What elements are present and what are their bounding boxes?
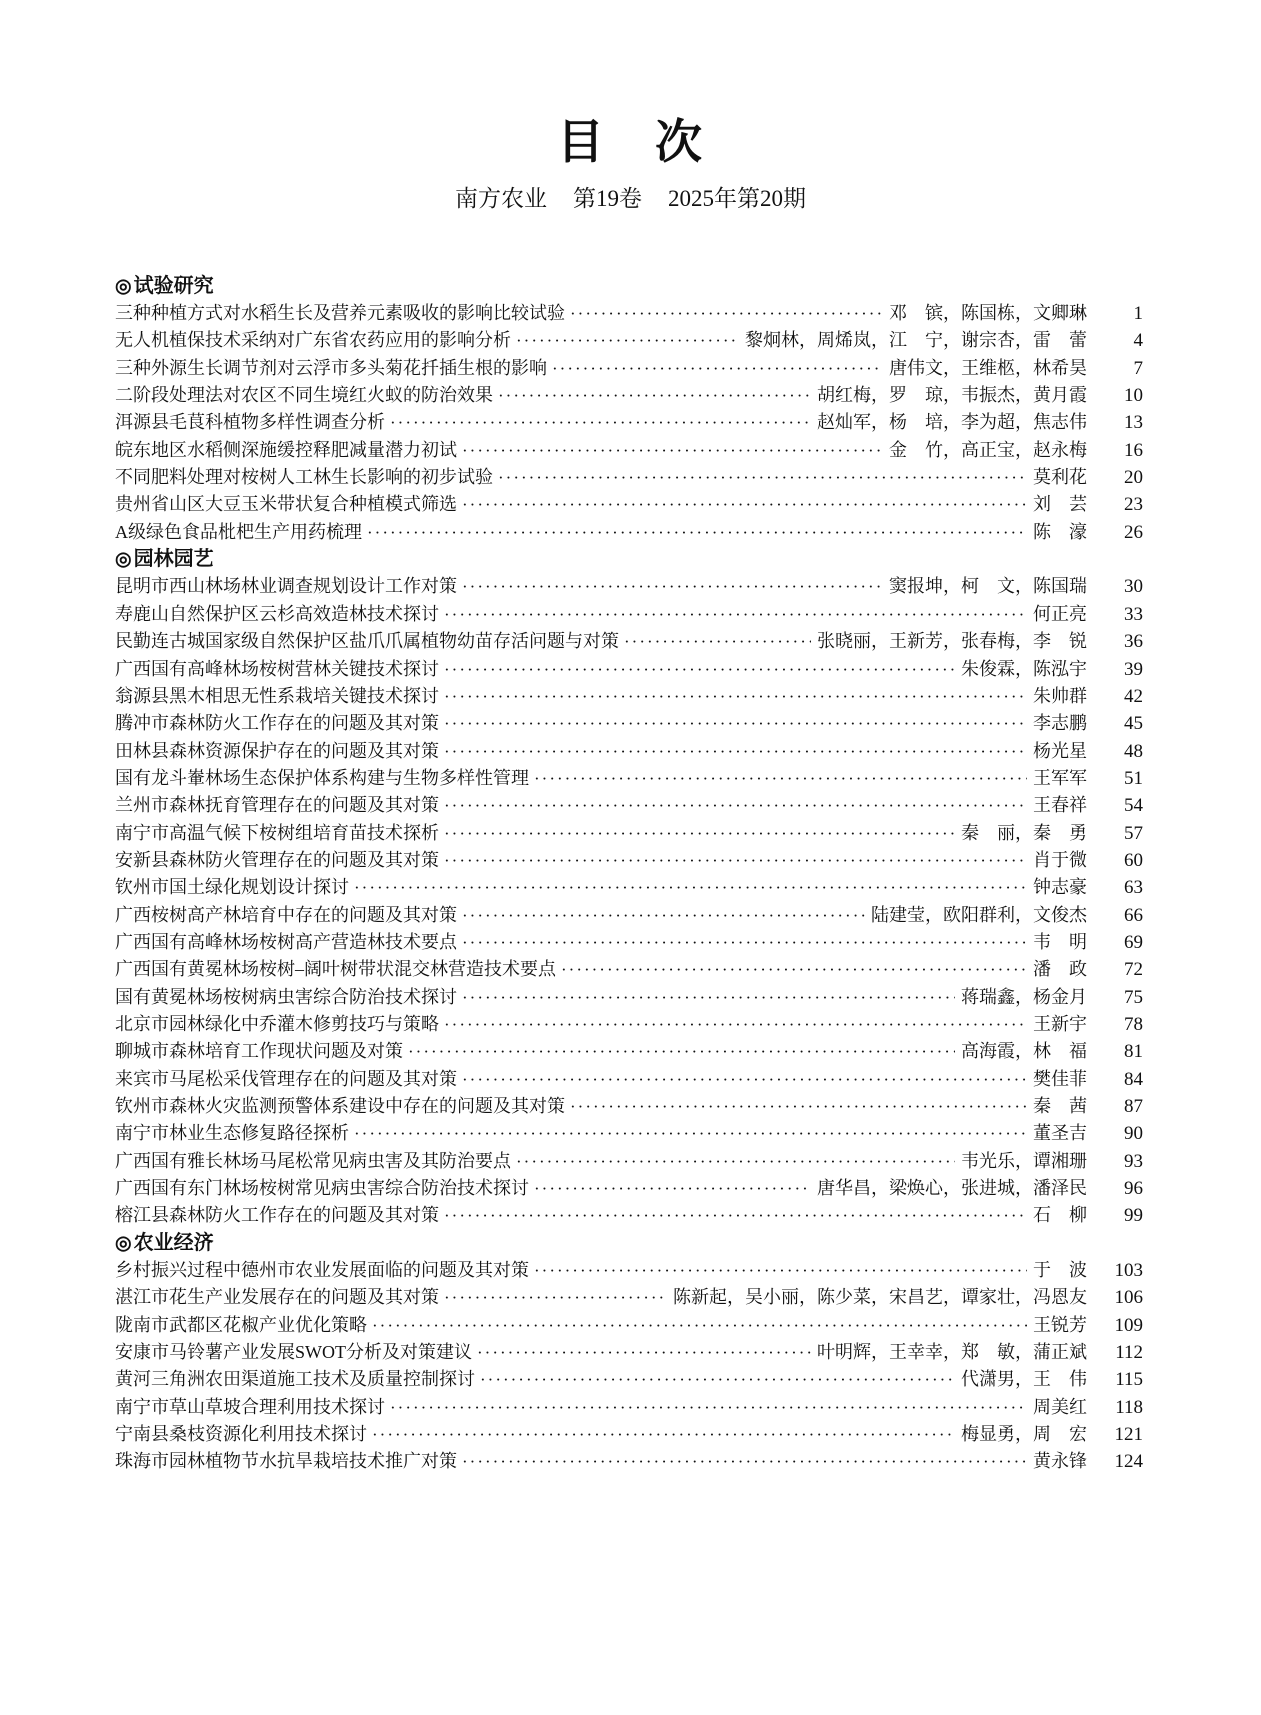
toc-entry xyxy=(115,792,1143,819)
article-title: 兰州市森林抚育管理存在的问题及其对策 xyxy=(115,795,439,816)
page-number: 1 xyxy=(1133,303,1143,325)
article-authors: 王军军 xyxy=(1033,767,1087,788)
article-authors: 邓 镔，陈国栋，文卿琳 xyxy=(889,303,1087,324)
article-authors: 王锐芳 xyxy=(1033,1314,1087,1335)
toc-entry xyxy=(115,1038,1143,1065)
dot-leader xyxy=(570,300,883,328)
page-number: 124 xyxy=(1114,1451,1143,1473)
page-number: 42 xyxy=(1124,685,1143,707)
article-title: 广西国有黄冕林场桉树–阔叶树带状混交林营造技术要点 xyxy=(115,959,556,980)
page-number: 78 xyxy=(1124,1013,1143,1035)
page-number: 72 xyxy=(1124,959,1143,981)
article-authors: 黄永锋 xyxy=(1033,1451,1087,1472)
journal-issue: 2025年第20期 xyxy=(668,185,806,211)
page-number: 75 xyxy=(1124,986,1143,1008)
journal-info xyxy=(0,180,1261,213)
article-authors: 黎炯林，周烯岚，江 宁，谢宗杏，雷 蕾 xyxy=(745,330,1087,351)
dot-leader xyxy=(444,601,1027,629)
article-title: 昆明市西山林场林业调查规划设计工作对策 xyxy=(115,576,457,597)
toc-entry xyxy=(115,437,1143,464)
article-title: 三种种植方式对水稻生长及营养元素吸收的影响比较试验 xyxy=(115,303,565,324)
page-number: 63 xyxy=(1124,877,1143,899)
article-title: 不同肥料处理对桉树人工林生长影响的初步试验 xyxy=(115,467,493,488)
article-authors: 于 波 xyxy=(1033,1260,1087,1281)
article-title: 广西桉树高产林培育中存在的问题及其对策 xyxy=(115,904,457,925)
dot-leader xyxy=(624,628,811,656)
article-title: 南宁市高温气候下桉树组培育苗技术探析 xyxy=(115,822,439,843)
dot-leader xyxy=(390,409,811,437)
toc-entry xyxy=(115,1011,1143,1038)
toc-entry xyxy=(115,491,1143,518)
article-authors: 金 竹，高正宝，赵永梅 xyxy=(889,439,1087,460)
article-authors: 唐华昌，梁焕心，张进城，潘泽民 xyxy=(817,1178,1087,1199)
article-authors: 代潇男，王 伟 xyxy=(961,1369,1087,1390)
dot-leader xyxy=(477,1339,811,1367)
article-title: 宁南县桑枝资源化利用技术探讨 xyxy=(115,1424,367,1445)
article-authors: 胡红梅，罗 琼，韦振杰，黄月霞 xyxy=(817,385,1087,406)
toc-entry xyxy=(115,1312,1143,1339)
toc-entry xyxy=(115,355,1143,382)
article-authors: 王春祥 xyxy=(1033,795,1087,816)
article-title: 南宁市林业生态修复路径探析 xyxy=(115,1123,349,1144)
toc-entry xyxy=(115,902,1143,929)
article-title: 南宁市草山草坡合理利用技术探讨 xyxy=(115,1396,385,1417)
dot-leader xyxy=(444,1011,1027,1039)
article-title: 贵州省山区大豆玉米带状复合种植模式筛选 xyxy=(115,494,457,515)
document-header xyxy=(0,0,1261,213)
toc-entry xyxy=(115,1175,1143,1202)
article-authors: 赵灿军，杨 培，李为超，焦志伟 xyxy=(817,412,1087,433)
article-title: 来宾市马尾松采伐管理存在的问题及其对策 xyxy=(115,1068,457,1089)
dot-leader xyxy=(462,437,883,465)
page-number: 39 xyxy=(1124,658,1143,680)
page-number: 112 xyxy=(1115,1342,1143,1364)
article-title: 陇南市武都区花椒产业优化策略 xyxy=(115,1314,367,1335)
article-authors: 钟志豪 xyxy=(1033,877,1087,898)
dot-leader xyxy=(444,792,1027,820)
toc-entry xyxy=(115,765,1143,792)
section-header xyxy=(115,1230,1143,1257)
article-authors: 秦 茜 xyxy=(1033,1096,1087,1116)
toc-entry xyxy=(115,382,1143,409)
article-authors: 莫利花 xyxy=(1033,467,1087,488)
toc-entry xyxy=(115,464,1143,491)
page-number: 48 xyxy=(1124,740,1143,762)
toc-entry xyxy=(115,847,1143,874)
toc-entry xyxy=(115,327,1143,354)
dot-leader xyxy=(444,1202,1027,1230)
article-title: 安康市马铃薯产业发展SWOT分析及对策建议 xyxy=(115,1342,472,1363)
toc-entry xyxy=(115,710,1143,737)
article-authors: 刘 芸 xyxy=(1033,494,1087,515)
article-authors: 王新宇 xyxy=(1033,1013,1087,1034)
page-number: 118 xyxy=(1115,1396,1143,1418)
page-number: 51 xyxy=(1124,767,1143,789)
toc-entry xyxy=(115,1339,1143,1366)
article-title: 二阶段处理法对农区不同生境红火蚁的防治效果 xyxy=(115,385,493,406)
article-authors: 秦 丽，秦 勇 xyxy=(961,822,1087,843)
section-header xyxy=(115,546,1143,573)
toc-entry xyxy=(115,601,1143,628)
page-number: 13 xyxy=(1124,412,1143,434)
toc-entry xyxy=(115,984,1143,1011)
section-marker-icon: ◎ xyxy=(115,1232,132,1254)
article-authors: 韦 明 xyxy=(1033,931,1087,952)
article-title: 珠海市园林植物节水抗旱栽培技术推广对策 xyxy=(115,1451,457,1472)
page-number: 99 xyxy=(1124,1205,1143,1227)
toc-entry xyxy=(115,1202,1143,1229)
page-number: 45 xyxy=(1124,713,1143,735)
article-authors: 高海霞，林 福 xyxy=(961,1041,1087,1062)
article-authors: 李志鹏 xyxy=(1033,713,1087,734)
section-title: 农业经济 xyxy=(133,1231,214,1254)
article-authors: 蒋瑞鑫，杨金月 xyxy=(961,986,1087,1007)
article-title: 安新县森林防火管理存在的问题及其对策 xyxy=(115,849,439,870)
page-number: 20 xyxy=(1124,467,1143,489)
page-number: 87 xyxy=(1124,1096,1143,1117)
page-number: 54 xyxy=(1124,795,1143,817)
article-authors: 肖于微 xyxy=(1033,849,1087,870)
article-title: A级绿色食品枇杷生产用药梳理 xyxy=(115,521,362,542)
dot-leader xyxy=(534,1175,811,1203)
dot-leader xyxy=(462,1448,1027,1476)
toc-entry xyxy=(115,628,1143,655)
article-title: 钦州市国土绿化规划设计探讨 xyxy=(115,877,349,898)
journal-volume: 第19卷 xyxy=(573,185,642,211)
article-title: 国有黄冕林场桉树病虫害综合防治技术探讨 xyxy=(115,986,457,1007)
article-authors: 朱俊霖，陈泓宇 xyxy=(961,658,1087,679)
page-number: 103 xyxy=(1114,1260,1143,1282)
toc-entry xyxy=(115,1394,1143,1421)
article-authors: 杨光星 xyxy=(1033,740,1087,761)
toc-entry xyxy=(115,409,1143,436)
dot-leader xyxy=(462,1066,1027,1094)
article-authors: 窦报坤，柯 文，陈国瑞 xyxy=(889,576,1087,597)
toc-entry xyxy=(115,820,1143,847)
section-header xyxy=(115,273,1143,300)
page-number: 93 xyxy=(1124,1150,1143,1172)
article-authors: 陈新起，吴小丽，陈少菜，宋昌艺，谭家壮，冯恩友 xyxy=(673,1287,1087,1308)
dot-leader xyxy=(444,1284,667,1312)
toc-entry xyxy=(115,519,1143,546)
article-title: 国有龙斗輋林场生态保护体系构建与生物多样性管理 xyxy=(115,767,529,788)
page-number: 84 xyxy=(1124,1068,1143,1090)
page-number: 10 xyxy=(1124,385,1143,407)
article-title: 榕江县森林防火工作存在的问题及其对策 xyxy=(115,1205,439,1226)
page-number: 57 xyxy=(1124,822,1143,844)
toc-list xyxy=(115,273,1143,1476)
page-number: 23 xyxy=(1124,494,1143,516)
page-number: 30 xyxy=(1124,576,1143,598)
toc-entry xyxy=(115,1257,1143,1284)
dot-leader xyxy=(516,1148,955,1176)
article-title: 无人机植保技术采纳对广东省农药应用的影响分析 xyxy=(115,330,511,351)
page-number: 109 xyxy=(1114,1314,1143,1336)
dot-leader xyxy=(444,738,1027,766)
toc-entry xyxy=(115,956,1143,983)
page-number: 115 xyxy=(1115,1369,1143,1391)
page-number: 7 xyxy=(1133,357,1143,379)
page-number: 69 xyxy=(1124,931,1143,953)
article-authors: 梅显勇，周 宏 xyxy=(961,1424,1087,1445)
toc-entry xyxy=(115,874,1143,901)
dot-leader xyxy=(462,929,1027,957)
dot-leader xyxy=(534,765,1027,793)
dot-leader xyxy=(354,1120,1027,1148)
page-number: 36 xyxy=(1124,631,1143,653)
article-title: 腾冲市森林防火工作存在的问题及其对策 xyxy=(115,713,439,734)
dot-leader xyxy=(444,656,955,684)
article-title: 黄河三角洲农田渠道施工技术及质量控制探讨 xyxy=(115,1369,475,1390)
toc-entry xyxy=(115,1366,1143,1393)
toc-entry xyxy=(115,683,1143,710)
article-authors: 周美红 xyxy=(1033,1396,1087,1417)
dot-leader xyxy=(561,956,1027,984)
section-title: 园林园艺 xyxy=(133,548,214,571)
dot-leader xyxy=(372,1421,955,1449)
page-number: 16 xyxy=(1124,439,1143,461)
dot-leader xyxy=(570,1093,1027,1121)
article-title: 广西国有东门林场桉树常见病虫害综合防治技术探讨 xyxy=(115,1178,529,1199)
page-number: 66 xyxy=(1124,904,1143,926)
article-title: 聊城市森林培育工作现状问题及对策 xyxy=(115,1041,403,1062)
article-authors: 唐伟文，王维柩，林希昊 xyxy=(889,357,1087,378)
article-authors: 陆建莹，欧阳群利，文俊杰 xyxy=(871,904,1087,925)
toc-entry xyxy=(115,738,1143,765)
page-number: 60 xyxy=(1124,849,1143,871)
page-number: 106 xyxy=(1114,1287,1143,1309)
article-title: 广西国有高峰林场桉树高产营造林技术要点 xyxy=(115,931,457,952)
article-authors: 董圣吉 xyxy=(1033,1123,1087,1144)
article-title: 三种外源生长调节剂对云浮市多头菊花扦插生根的影响 xyxy=(115,357,547,378)
article-title: 田林县森林资源保护存在的问题及其对策 xyxy=(115,740,439,761)
page-number: 96 xyxy=(1124,1178,1143,1200)
page-number: 33 xyxy=(1124,603,1143,625)
page-title: 目 次 xyxy=(557,117,704,169)
article-title: 洱源县毛茛科植物多样性调查分析 xyxy=(115,412,385,433)
dot-leader xyxy=(498,382,811,410)
article-authors: 叶明辉，王幸幸，郑 敏，蒲正斌 xyxy=(817,1342,1087,1363)
dot-leader xyxy=(462,902,865,930)
dot-leader xyxy=(462,984,955,1012)
dot-leader xyxy=(367,519,1027,547)
article-authors: 何正亮 xyxy=(1033,603,1087,624)
page-number: 26 xyxy=(1124,521,1143,543)
dot-leader xyxy=(444,683,1027,711)
dot-leader xyxy=(462,491,1027,519)
toc-entry xyxy=(115,1148,1143,1175)
dot-leader xyxy=(444,820,955,848)
dot-leader xyxy=(480,1366,955,1394)
section-marker-icon: ◎ xyxy=(115,275,132,297)
article-title: 民勤连古城国家级自然保护区盐爪爪属植物幼苗存活问题与对策 xyxy=(115,631,619,652)
article-title: 广西国有高峰林场桉树营林关键技术探讨 xyxy=(115,658,439,679)
page-number: 4 xyxy=(1133,330,1143,352)
article-title: 钦州市森林火灾监测预警体系建设中存在的问题及其对策 xyxy=(115,1096,565,1116)
dot-leader xyxy=(534,1257,1027,1285)
toc-entry xyxy=(115,656,1143,683)
toc-entry xyxy=(115,300,1143,327)
dot-leader xyxy=(390,1394,1027,1422)
dot-leader xyxy=(498,464,1027,492)
toc-entry xyxy=(115,573,1143,600)
article-authors: 张晓丽，王新芳，张春梅，李 锐 xyxy=(817,631,1087,652)
article-authors: 朱帅群 xyxy=(1033,685,1087,706)
toc-entry xyxy=(115,929,1143,956)
article-authors: 陈 濠 xyxy=(1033,521,1087,542)
article-title: 湛江市花生产业发展存在的问题及其对策 xyxy=(115,1287,439,1308)
article-authors: 樊佳菲 xyxy=(1033,1068,1087,1089)
article-title: 乡村振兴过程中德州市农业发展面临的问题及其对策 xyxy=(115,1260,529,1281)
toc-entry xyxy=(115,1093,1143,1120)
toc-entry xyxy=(115,1066,1143,1093)
page-number: 81 xyxy=(1124,1041,1143,1063)
article-authors: 潘 政 xyxy=(1033,959,1087,980)
toc-entry xyxy=(115,1120,1143,1147)
journal-name: 南方农业 xyxy=(455,185,547,211)
toc-entry xyxy=(115,1421,1143,1448)
dot-leader xyxy=(372,1312,1027,1340)
dot-leader xyxy=(354,874,1027,902)
article-title: 北京市园林绿化中乔灌木修剪技巧与策略 xyxy=(115,1013,439,1034)
section-marker-icon: ◎ xyxy=(115,549,132,571)
article-title: 翁源县黑木相思无性系栽培关键技术探讨 xyxy=(115,685,439,706)
dot-leader xyxy=(552,355,883,383)
article-authors: 韦光乐，谭湘珊 xyxy=(961,1150,1087,1171)
page-number: 121 xyxy=(1114,1424,1143,1446)
page-number: 90 xyxy=(1124,1123,1143,1145)
toc-entry xyxy=(115,1448,1143,1475)
article-authors: 石 柳 xyxy=(1033,1205,1087,1226)
article-title: 皖东地区水稻侧深施缓控释肥减量潜力初试 xyxy=(115,439,457,460)
article-title: 广西国有雅长林场马尾松常见病虫害及其防治要点 xyxy=(115,1150,511,1171)
dot-leader xyxy=(408,1038,955,1066)
dot-leader xyxy=(444,847,1027,875)
article-title: 寿鹿山自然保护区云杉高效造林技术探讨 xyxy=(115,603,439,624)
toc-entry xyxy=(115,1284,1143,1311)
dot-leader xyxy=(462,573,883,601)
section-title: 试验研究 xyxy=(133,274,214,297)
dot-leader xyxy=(516,327,739,355)
dot-leader xyxy=(444,710,1027,738)
